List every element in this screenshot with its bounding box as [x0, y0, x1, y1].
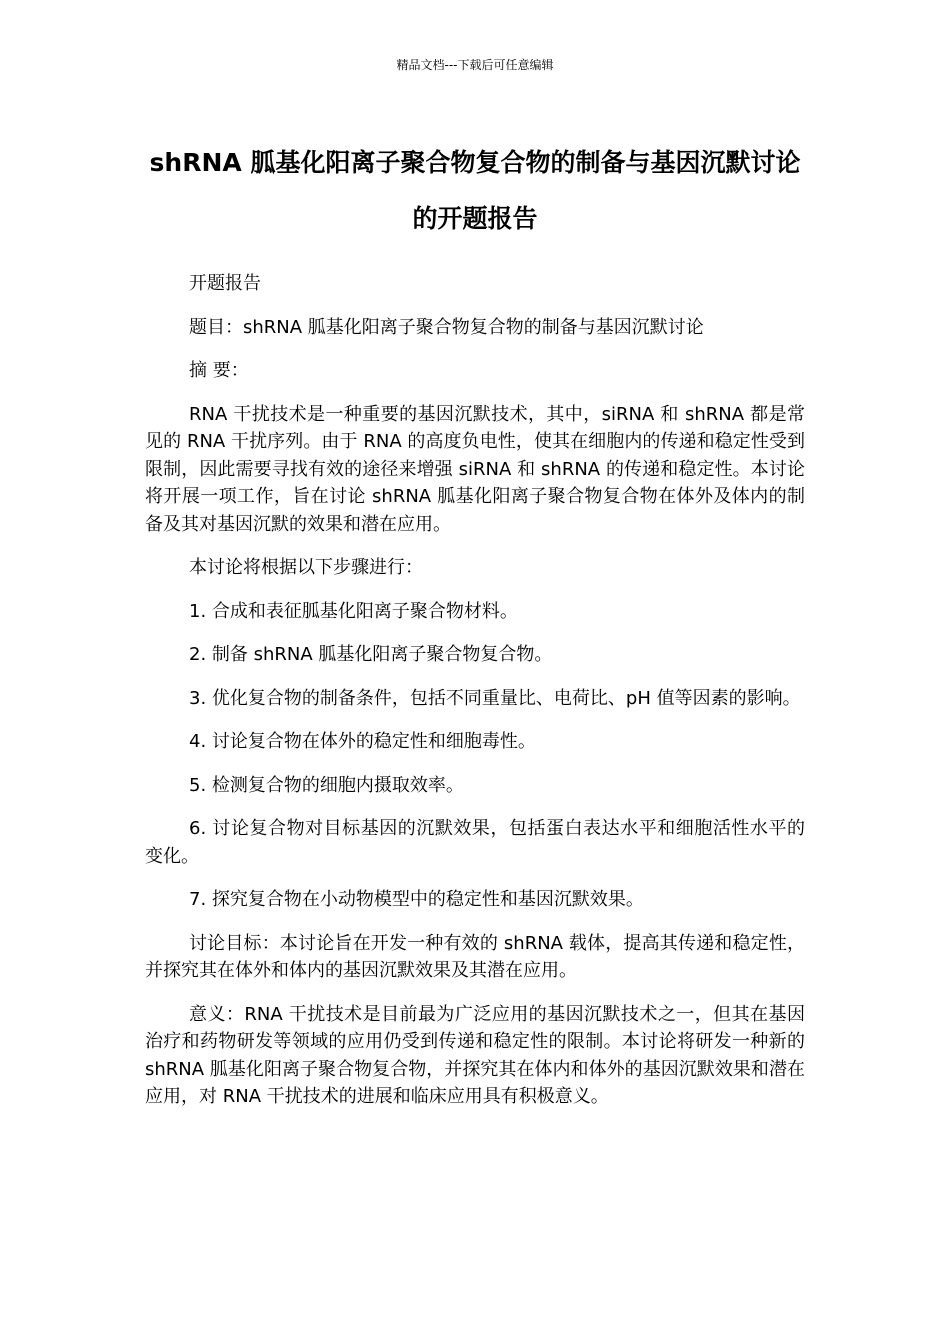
step-item-5: 5. 检测复合物的细胞内摄取效率。 — [189, 774, 464, 796]
research-goal-paragraph: 讨论目标：本讨论旨在开发一种有效的 shRNA 载体，提高其传递和稳定性，并探究其在体外和体内的基因沉默效果及其潜在应用。 — [145, 932, 805, 981]
significance-paragraph: 意义：RNA 干扰技术是目前最为广泛应用的基因沉默技术之一，但其在基因治疗和药物研发等领域的应用仍受到传递和稳定性的限制。本讨论将研发一种新的 shRNA 胍基化阳离子聚合物复合物，并探究其在体内和体外的基因沉默效果和潜在应用，对 RNA 干扰技术的进展和临床应用具有积极意义。 — [145, 1003, 805, 1107]
document-body — [145, 270, 805, 1127]
document-title: shRNA 胍基化阳离子聚合物复合物的制备与基因沉默讨论的开题报告 — [149, 148, 801, 233]
step-item-7: 7. 探究复合物在小动物模型中的稳定性和基因沉默效果。 — [189, 889, 644, 910]
step-item-6: 6. 讨论复合物对目标基因的沉默效果，包括蛋白表达水平和细胞活性水平的变化。 — [145, 818, 805, 867]
step-item-4: 4. 讨论复合物在体外的稳定性和细胞毒性。 — [189, 731, 536, 752]
abstract-heading: 摘 要： — [189, 360, 249, 381]
abstract-paragraph: RNA 干扰技术是一种重要的基因沉默技术，其中，siRNA 和 shRNA 都是常见的 RNA 干扰序列。由于 RNA 的高度负电性，使其在细胞内的传递和稳定性受到限制，因此需要寻找有效的途径来增强 siRNA 和 shRNA 的传递和稳定性。本讨论将开展一项工作，旨在讨论 shRNA 胍基化阳离子聚合物复合物在体外及体内的制备及其对基因沉默的效果和潜在应用。 — [145, 403, 805, 535]
topic-line: 题目：shRNA 胍基化阳离子聚合物复合物的制备与基因沉默讨论 — [189, 316, 704, 338]
step-item-1: 1. 合成和表征胍基化阳离子聚合物材料。 — [189, 600, 518, 622]
section-label-report: 开题报告 — [189, 273, 261, 294]
steps-intro: 本讨论将根据以下步骤进行： — [189, 557, 423, 578]
page-header-note: 精品文档---下载后可任意编辑 — [396, 58, 554, 72]
step-item-2: 2. 制备 shRNA 胍基化阳离子聚合物复合物。 — [189, 644, 553, 665]
step-item-3: 3. 优化复合物的制备条件，包括不同重量比、电荷比、pH 值等因素的影响。 — [189, 687, 801, 709]
